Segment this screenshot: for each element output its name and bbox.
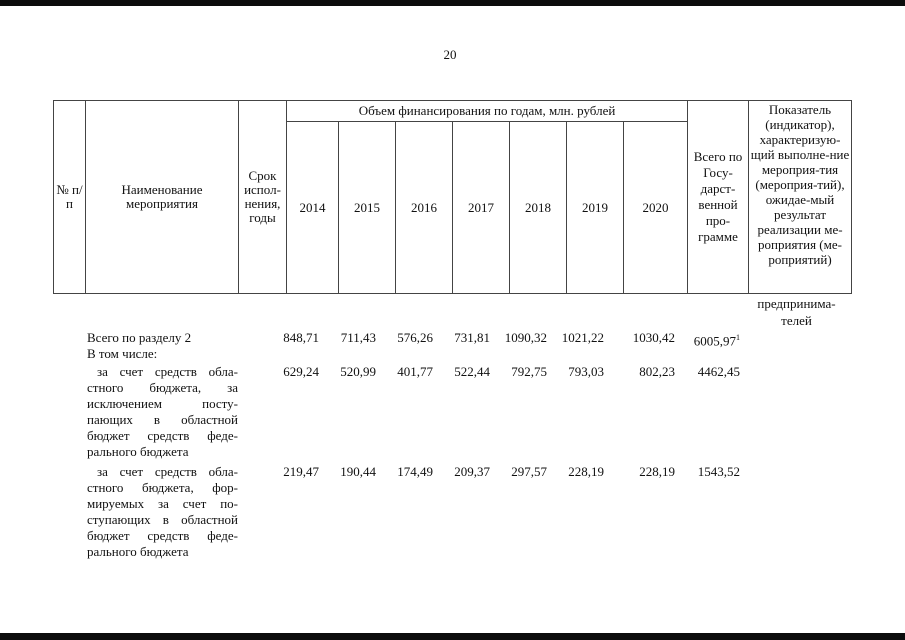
scan-border-top [0, 0, 905, 6]
cell-value: 297,57 [511, 464, 547, 479]
header-total: Всего по Госу-дарст-венной про-грамме [688, 101, 749, 294]
scan-border-bottom [0, 633, 905, 640]
header-number: № п/п [54, 101, 86, 294]
cell-value: 629,24 [283, 364, 319, 379]
cell-value: 190,44 [340, 464, 376, 479]
cell-value: 802,23 [639, 364, 675, 379]
header-year: 2020 [624, 122, 688, 294]
header-year: 2015 [339, 122, 396, 294]
footnote-mark: 1 [736, 333, 740, 342]
cell-value: 576,26 [397, 330, 433, 345]
header-name: Наименование мероприятия [86, 101, 239, 294]
header-year: 2014 [287, 122, 339, 294]
cell-value: 731,81 [454, 330, 490, 345]
row-name: В том числе: [87, 346, 158, 361]
cell-value: 711,43 [340, 330, 376, 345]
cell-value: 209,37 [454, 464, 490, 479]
header-year: 2017 [453, 122, 510, 294]
total-value: 6005,97 [693, 333, 736, 349]
header-year: 2018 [510, 122, 567, 294]
cell-value: 1030,42 [632, 330, 675, 345]
table-header [53, 100, 852, 294]
header-term: Срок испол-нения, годы [239, 101, 287, 294]
cell-value: 174,49 [397, 464, 433, 479]
cell-value: 1021,22 [561, 330, 604, 345]
cell-total: 1543,52 [697, 464, 740, 479]
cell-value: 793,03 [568, 364, 604, 379]
cell-value: 228,19 [639, 464, 675, 479]
cell-value: 401,77 [397, 364, 433, 379]
cell-value: 228,19 [568, 464, 604, 479]
row-name: Всего по разделу 2 [87, 330, 192, 345]
indicator-continuation: предпринима-телей [757, 296, 836, 328]
cell-value: 522,44 [454, 364, 490, 379]
cell-value: 219,47 [283, 464, 319, 479]
header-indicator: Показатель (индикатор), характеризую-щий выполне-ние мероприя-тия (мероприя-тий), ожидае-мый результат реализации ме-роприятия (ме-роприятий) [749, 101, 852, 294]
header-funding-group: Объем финансирования по годам, млн. рублей [287, 101, 688, 122]
row-name: за счет средств обла-стного бюджета, фор-мируемых за счет по-ступающих в областной бюджет средств феде-рального бюджета [87, 464, 238, 559]
page-number: 20 [443, 47, 457, 62]
cell-total [680, 330, 740, 349]
cell-value: 1090,32 [504, 330, 547, 345]
header-year: 2019 [567, 122, 624, 294]
cell-total: 4462,45 [697, 364, 740, 379]
row-name: за счет средств обла-стного бюджета, за исключением посту-пающих в областной бюджет средств феде-рального бюджета [87, 364, 238, 459]
cell-value: 792,75 [511, 364, 547, 379]
header-year: 2016 [396, 122, 453, 294]
cell-value: 848,71 [283, 330, 319, 345]
cell-value: 520,99 [340, 364, 376, 379]
